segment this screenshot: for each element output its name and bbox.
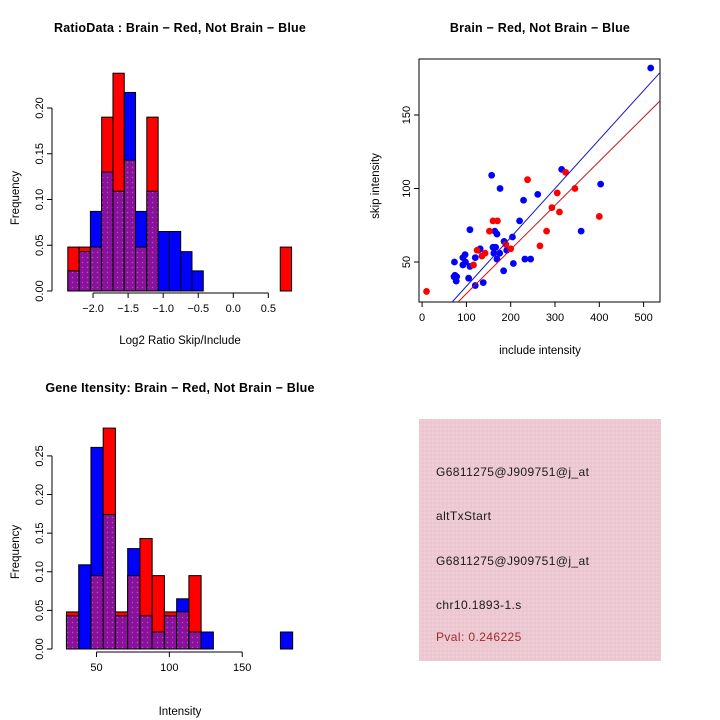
svg-text:200: 200 (501, 312, 520, 324)
svg-text:0.00: 0.00 (34, 280, 46, 302)
svg-text:−1.5: −1.5 (117, 303, 139, 315)
chromosome-line: chr10.1893-1.s (436, 598, 522, 612)
info-panel (419, 419, 661, 661)
scatter-xlabel: include intensity (499, 345, 581, 357)
svg-text:0.10: 0.10 (34, 188, 46, 211)
splice-type-line: altTxStart (436, 509, 492, 523)
scatter-ylabel: skip intensity (370, 153, 382, 219)
svg-text:500: 500 (634, 312, 653, 324)
scatter-title: Brain − Red, Not Brain − Blue (449, 21, 631, 35)
svg-text:0.00: 0.00 (34, 638, 46, 660)
svg-text:150: 150 (401, 105, 413, 125)
svg-text:−0.5: −0.5 (187, 303, 210, 315)
panel-scatter (360, 0, 720, 360)
probe-id-line: G6811275@J909751@j_at (436, 465, 590, 479)
svg-text:0.25: 0.25 (34, 445, 46, 467)
svg-text:0.20: 0.20 (34, 97, 46, 119)
gene-histogram-title: Gene Itensity: Brain − Red, Not Brain − Blue (45, 381, 315, 395)
ratio-histogram-ylabel: Frequency (10, 170, 22, 226)
scatter-plot (360, 0, 720, 360)
panel-ratio-histogram (0, 0, 360, 360)
panel-gene-histogram (0, 360, 360, 720)
gene-histogram-ylabel: Frequency (10, 524, 22, 580)
svg-text:0: 0 (419, 312, 426, 324)
svg-text:0.10: 0.10 (34, 561, 46, 583)
probe-id-line-2: G6811275@J909751@j_at (436, 554, 590, 568)
panel-info (360, 360, 720, 720)
svg-text:50: 50 (90, 662, 103, 674)
gene-histogram-xlabel: Intensity (158, 706, 202, 718)
svg-text:−2.0: −2.0 (82, 303, 104, 315)
svg-text:100: 100 (457, 312, 476, 324)
gene-histogram-plot (0, 360, 360, 720)
svg-text:0.15: 0.15 (34, 522, 46, 544)
svg-text:400: 400 (590, 312, 609, 324)
svg-text:150: 150 (233, 662, 252, 674)
svg-text:0.0: 0.0 (225, 303, 241, 315)
ratio-histogram-title: RatioData : Brain − Red, Not Brain − Blue (54, 21, 306, 35)
svg-text:0.05: 0.05 (34, 234, 46, 256)
ratio-histogram-xlabel: Log2 Ratio Skip/Include (119, 335, 241, 347)
svg-text:0.05: 0.05 (34, 599, 46, 622)
svg-text:50: 50 (401, 255, 413, 269)
svg-text:0.5: 0.5 (260, 303, 276, 315)
svg-text:−1.0: −1.0 (152, 303, 175, 315)
svg-text:0.15: 0.15 (34, 143, 46, 165)
ratio-histogram-plot (0, 0, 360, 360)
svg-text:100: 100 (401, 179, 413, 198)
svg-text:100: 100 (160, 662, 179, 674)
pvalue-line: Pval: 0.246225 (436, 630, 522, 644)
svg-text:300: 300 (545, 312, 565, 324)
svg-text:0.20: 0.20 (34, 483, 46, 506)
